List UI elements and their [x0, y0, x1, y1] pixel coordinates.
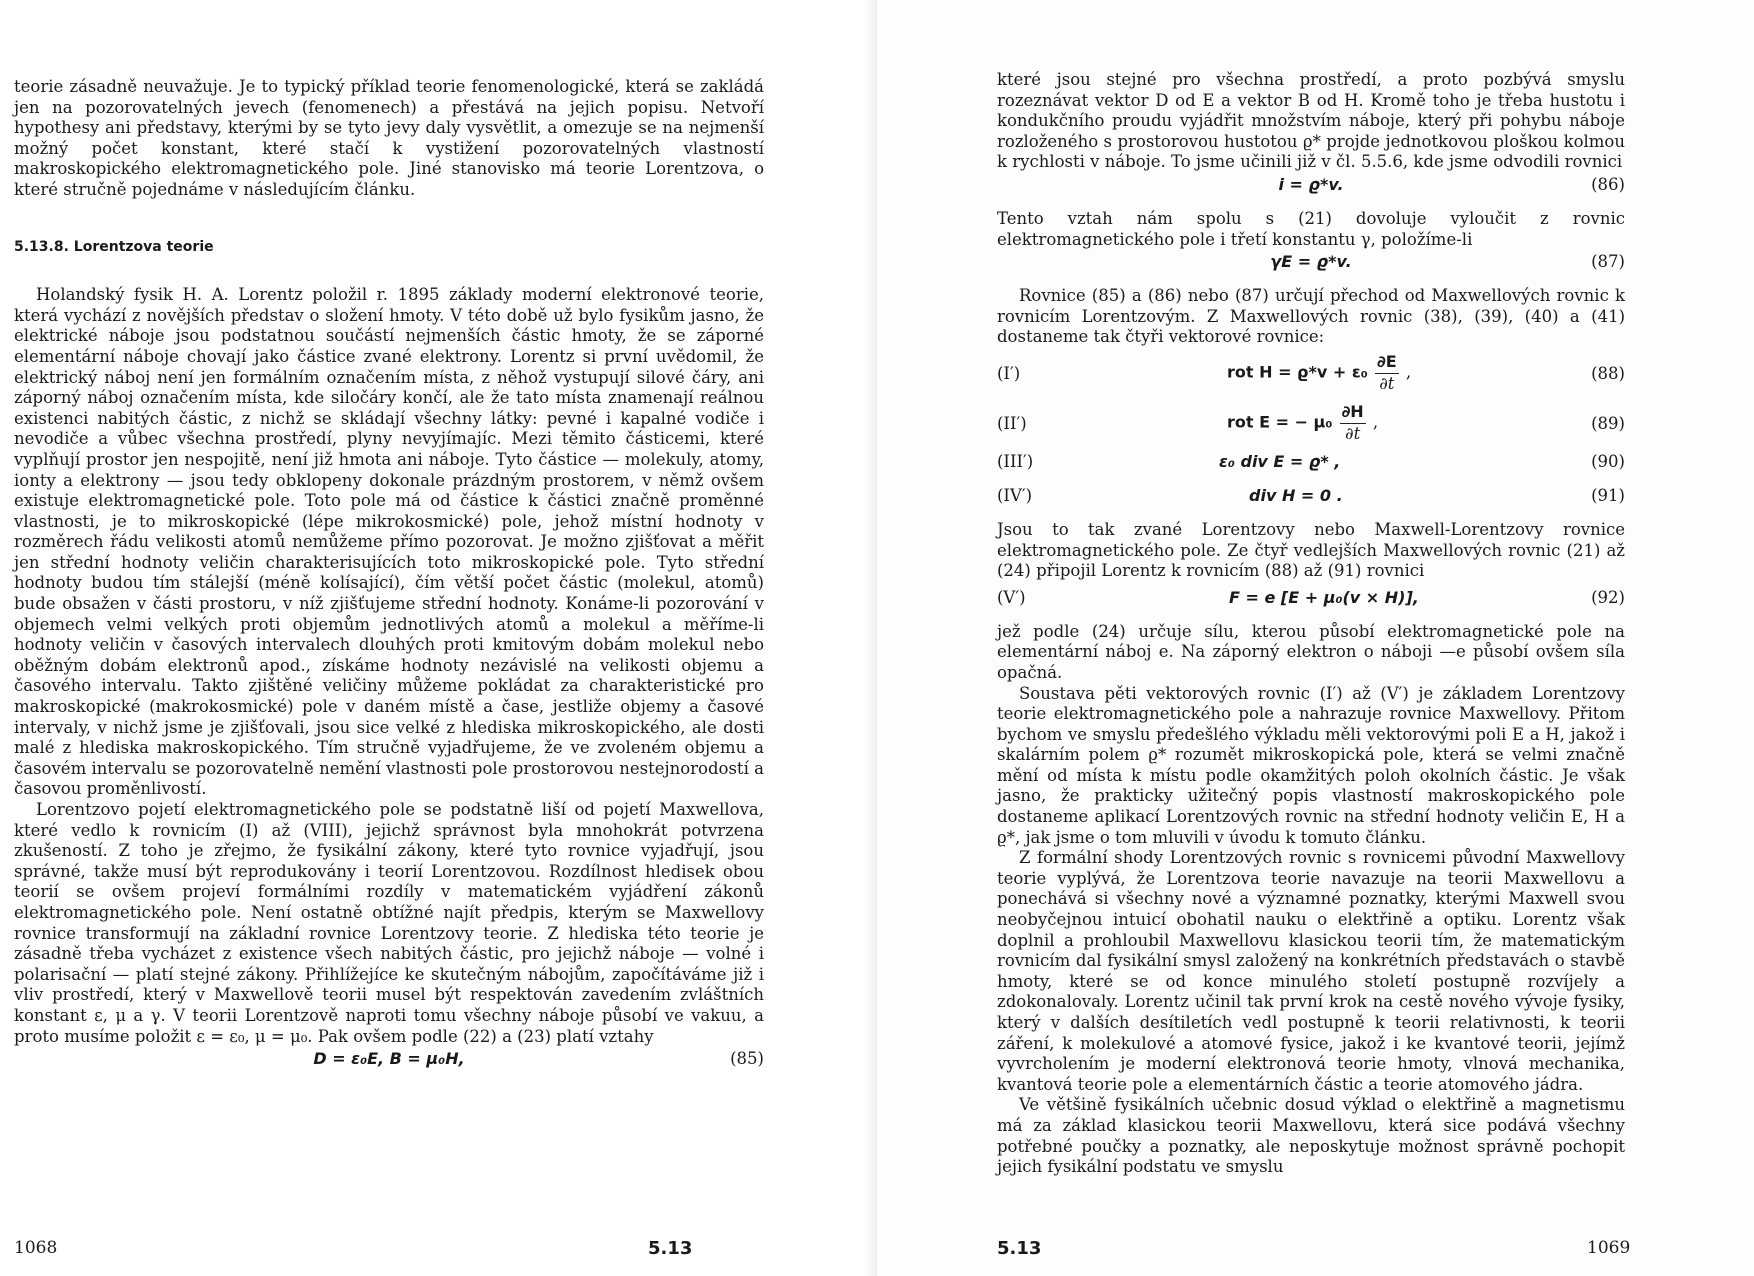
right-page	[877, 0, 1754, 1276]
equation-88-lhs: rot H = ϱ*v + ε₀	[1227, 362, 1368, 382]
left-paragraph-1: teorie zásadně neuvažuje. Je to typický příklad teorie fenomenologické, která se zakládá jen na pozorovatelných jevech (fenomenech) a přestává na jejich popisu. Netvoří hypothesy ani představy, kterými by se tyto jevy daly vysvětlit, a omezuje se na nejmenší možný počet konstant, které stačí k vystižení pozorovatelných vlastností makroskopického elektromagnetického pole. Jiné stanovisko má teorie Lorentzova, o které stručně pojednáme v následujícím článku.	[14, 77, 764, 199]
right-page-number: 1069	[1587, 1238, 1631, 1258]
equation-87-formula: γE = ϱ*v.	[1270, 252, 1352, 272]
section-heading: 5.13.8. Lorentzova teorie	[14, 238, 214, 255]
equation-89-lhs: rot E = − μ₀	[1227, 412, 1333, 432]
equation-90-label: (III′)	[997, 451, 1034, 471]
equation-86-formula: i = ϱ*v.	[1278, 174, 1344, 194]
equation-86-number: (86)	[1591, 174, 1625, 194]
right-paragraph-1: které jsou stejné pro všechna prostředí, a proto pozbývá smyslu rozeznávat vektor D od E a vektor B od H. Kromě toho je třeba hustotu i kondukčního proudu vyjádřit množstvím náboje, který při pohybu náboje rozloženého s prostorovou hustotou ϱ* projde jednotkovou ploškou kolmou k rychlosti v náboje. To jsme učinili již v čl. 5.5.6, kde jsme odvodili rovnici	[997, 70, 1625, 172]
right-section-label: 5.13	[997, 1238, 1042, 1259]
right-paragraph-3: Rovnice (85) a (86) nebo (87) určují přechod od Maxwellových rovnic k rovnicím Lorentzovým. Z Maxwellových rovnic (38), (39), (40) a (41) dostaneme tak čtyři vektorové rovnice:	[997, 286, 1625, 347]
left-paragraph-3: Lorentzovo pojetí elektromagnetického pole se podstatně liší od pojetí Maxwellova, které vedlo k rovnicím (I) až (VIII), jejichž správnost byla mnohokrát potvrzena zkušeností. Z toho je zřejmo, že fysikální zákony, které tyto rovnice vyjadřují, jsou správné, takže musí být reprodukovány i teorií Lorentzovou. Rozdílnost hledisek obou teorií se ovšem projeví formálními rozdíly v matematickém vyjádření zákonů elektromagnetického pole. Není ostatně obtížné najít předpis, kterým se Maxwellovy rovnice transformují na základní rovnice Lorentzovy teorie. Z hlediska této teorie je zásadně třeba vycházet z existence všech nabitých částic, pro jejichž náboje — volné i polarisační — platí stejné zákony. Přihlížejíce ke skutečným nábojům, započítáváme již i vliv prostředí, který v Maxwellově teorii musel být respektován zavedením zvláštních konstant ε, μ a γ. V teorii Lorentzově naproti tomu všechny náboje působí ve vakuu, a proto musíme položit ε = ε₀, μ = μ₀. Pak ovšem podle (22) a (23) platí vztahy	[14, 800, 764, 1046]
equation-85	[14, 1049, 764, 1075]
equation-92	[997, 588, 1625, 614]
equation-89-fraction	[1340, 402, 1366, 444]
equation-90	[997, 452, 1625, 478]
equation-88-label: (I′)	[997, 363, 1021, 383]
right-paragraph-7: Z formální shody Lorentzových rovnic s rovnicemi původní Maxwellovy teorie vyplývá, že Lorentzova teorie navazuje na teorii Maxwellovu a ponechává si všechny nové a významné poznatky, kterými Maxwell svou neobyčejnou intuicí obohatil nauku o elektřině a optiku. Lorentz však doplnil a prohloubil Maxwellovu klasickou teorii tím, že matematickým rovnicím dal fysikální smysl založený na konkrétních představách o stavbě hmoty, které se od konce minulého století postupně rozvíjely a zdokonalovaly. Lorentz učinil tak první krok na cestě nového vývoje fysiky, který v dalších desítiletích vedl postupně k teorii relativnosti, k teorii záření, k molekulové a atomové fysice, jakož i ke kvantové teorii, jejímž vyvrcholením je moderní elektronová teorie hmoty, vlnová mechanika, kvantová teorie pole a elementárních částic a teorie atomového jádra.	[997, 848, 1625, 1094]
left-column	[14, 77, 764, 1083]
equation-92-number: (92)	[1591, 587, 1625, 607]
equation-88-denominator: ∂t	[1379, 373, 1395, 393]
equation-90-formula: ε₀ div E = ϱ* ,	[1219, 451, 1341, 471]
equation-88-number: (88)	[1591, 363, 1625, 383]
equation-88-formula: rot H = ϱ*v + ε₀ $\frac{\partial E}{\partial t}$ ,	[1227, 351, 1412, 393]
equation-89-formula: rot E = − μ₀ $\frac{\partial H}{\partial t}$ ,	[1227, 401, 1379, 443]
left-section-label: 5.13	[648, 1238, 693, 1259]
right-paragraph-5: jež podle (24) určuje sílu, kterou působí elektromagnetické pole na elementární náboj e. Na záporný elektron o náboji —e působí ovšem síla opačná.	[997, 621, 1625, 682]
right-paragraph-2: Tento vztah nám spolu s (21) dovoluje vyloučit z rovnic elektromagnetického pole i třetí konstantu γ, položíme-li	[997, 208, 1625, 249]
equation-91	[997, 486, 1625, 512]
left-page-number: 1068	[14, 1238, 58, 1258]
equation-92-label: (V′)	[997, 587, 1026, 607]
right-paragraph-8: Ve většině fysikálních učebnic dosud výklad o elektřině a magnetismu má za základ klasickou teorii Maxwellovu, která sice podává všechny potřebné poučky a poznatky, ale neposkytuje možnost správně pochopit jejich fysikální podstatu ve smyslu	[997, 1095, 1625, 1177]
right-paragraph-6: Soustava pěti vektorových rovnic (I′) až (V′) je základem Lorentzovy teorie elektromagnetického pole a nahrazuje rovnice Maxwellovy. Přitom bychom ve smyslu předešlého výkladu měli vektorovými poli E a H, jakož i skalárním polem ϱ* rozumět mikroskopická pole, která se velmi značně mění od místa k místu podle okamžitých poloh okolních částic. Je však jasno, že prakticky užitečný popis vlastností makroskopického pole dostaneme aplikací Lorentzových rovnic na střední hodnoty veličin E, H a ϱ*, jak jsme o tom mluvili v úvodu k tomuto článku.	[997, 683, 1625, 847]
equation-87-number: (87)	[1591, 252, 1625, 272]
equation-89-denominator: ∂t	[1345, 423, 1361, 443]
equation-90-number: (90)	[1591, 451, 1625, 471]
equation-85-number: (85)	[730, 1049, 764, 1069]
equation-88-fraction	[1375, 352, 1399, 394]
equation-88	[997, 352, 1625, 396]
equation-89-label: (II′)	[997, 413, 1027, 433]
right-column	[997, 70, 1625, 1178]
equation-92-formula: F = e [E + μ₀(v × H)],	[1229, 587, 1419, 607]
right-paragraph-4: Jsou to tak zvané Lorentzovy nebo Maxwell-Lorentzovy rovnice elektromagnetického pole. Ze čtyř vedlejších Maxwellových rovnic (21) až (24) připojil Lorentz k rovnicím (88) až (91) rovnici	[997, 519, 1625, 581]
equation-91-number: (91)	[1591, 485, 1625, 505]
equation-91-formula: div H = 0 .	[1249, 485, 1343, 505]
equation-91-label: (IV′)	[997, 485, 1033, 505]
equation-85-formula: D = ε₀E, B = μ₀H,	[313, 1049, 465, 1069]
equation-89	[997, 402, 1625, 446]
equation-89-numerator: ∂H	[1340, 402, 1366, 424]
equation-89-number: (89)	[1591, 413, 1625, 433]
equation-88-numerator: ∂E	[1375, 352, 1399, 374]
equation-86	[997, 175, 1625, 201]
left-paragraph-2: Holandský fysik H. A. Lorentz položil r. 1895 základy moderní elektronové teorie, která vychází z novějších představ o složení hmoty. V této době už bylo fysikům jasno, že elektrické náboje jsou podstatnou součástí nejmenších částic hmoty, že se záporné elementární náboje chovají jako částice zvané elektrony. Lorentz si první uvědomil, že elektrický náboj není jen formálním označením místa, z něhož vystupují silové čáry, ani záporný náboj označením místa, kde siločáry končí, ale že tato místa znamenají reálnou existenci nabitých částic, z nichž se skládají všechny látky: pevné i kapalné vodiče i nevodiče a vůbec všechna prostředí, plyny nevyjímajíc. Mezi těmito částicemi, které vyplňují prostor jen nespojitě, není již hmota ani náboje. Tyto částice — molekuly, atomy, ionty a elektrony — jsou tedy obklopeny dokonale prázdným prostorem, v němž ovšem existuje elektromagnetické pole. Toto pole má od částice k částici značně proměnné vlastnosti, je to mikroskopické (lépe mikrokosmické) pole, jehož místní hodnoty v rozměrech řádu velikosti atomů nemůžeme přímo pozorovat. Je možno zjišťovat a měřit jen střední hodnoty veličin charakterisujících toto mikroskopické pole. Tyto střední hodnoty budou tím stálejší (méně kolísající), čím větší počet částic (molekul, atomů) bude obsažen v části prostoru, v níž zjišťujeme střední hodnoty. Konáme-li pozorování v objemech velmi velkých proti objemům jednotlivých atomů a molekul a měříme-li hodnoty veličin v časových intervalech dlouhých proti kmitovým dobám molekul nebo oběžným dobám elektronů apod., získáme hodnoty nezávislé na velikosti objemu a časového intervalu. Takto zjištěné veličiny můžeme pokládat za charakteristické pro makroskopické (makrokosmické) pole v daném místě a čase, jestliže objemy a časové intervaly, v nichž jsme je zjišťovali, jsou sice velké z hlediska mikroskopického, ale dosti malé z hlediska makroskopického. Tím stručně vyjadřujeme, že ve zvoleném objemu a časovém intervalu se pozorovatelně nemění vlastnosti pole prostorovou nestejnorodostí a časovou proměnlivostí.	[14, 285, 764, 799]
equation-87	[997, 252, 1625, 278]
